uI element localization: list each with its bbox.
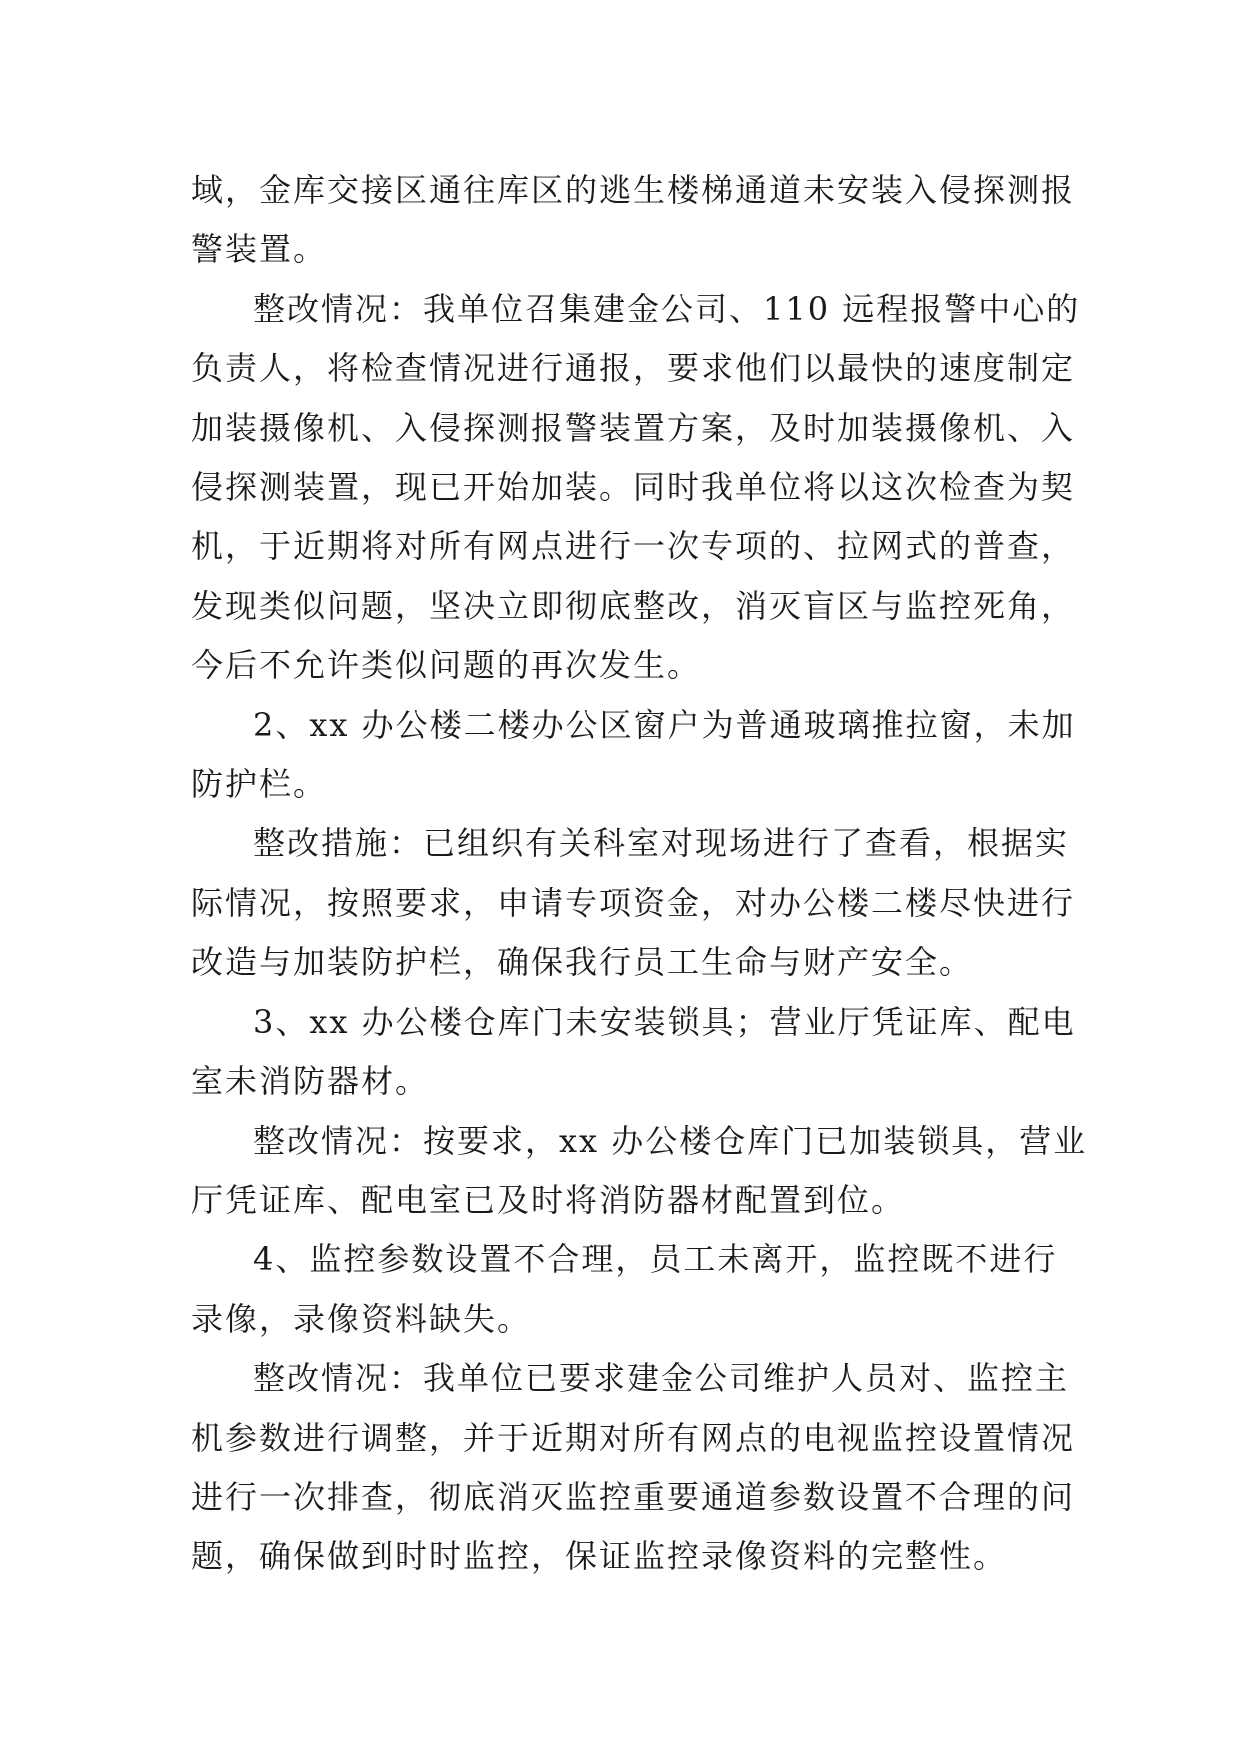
text-line: 4、监控参数设置不合理，员工未离开，监控既不进行 — [253, 1240, 1058, 1279]
text-line: 警装置。 — [191, 230, 328, 269]
text-line: 改造与加装防护栏，确保我行员工生命与财产安全。 — [191, 943, 974, 982]
paragraph — [191, 161, 1076, 280]
paragraph — [191, 993, 1076, 1112]
paragraph — [191, 696, 1076, 815]
text-line: 加装摄像机、入侵探测报警装置方案，及时加装摄像机、入 — [191, 408, 1076, 447]
text-line: 2、xx 办公楼二楼办公区窗户为普通玻璃推拉窗，未加 — [253, 705, 1076, 744]
paragraph — [191, 1230, 1058, 1349]
paragraph — [191, 280, 1081, 696]
document-body — [191, 161, 1088, 1587]
text-line: 整改情况：我单位已要求建金公司维护人员对、监控主 — [253, 1359, 1070, 1398]
text-line: 机参数进行调整，并于近期对所有网点的电视监控设置情况 — [191, 1418, 1076, 1457]
text-line: 室未消防器材。 — [191, 1062, 430, 1101]
text-line: 录像，录像资料缺失。 — [191, 1299, 532, 1338]
text-line: 机，于近期将对所有网点进行一次专项的、拉网式的普查， — [191, 527, 1076, 566]
text-line: 题，确保做到时时监控，保证监控录像资料的完整性。 — [191, 1537, 1008, 1576]
text-line: 整改措施：已组织有关科室对现场进行了查看，根据实 — [253, 824, 1070, 863]
text-line: 域，金库交接区通往库区的逃生楼梯通道未安装入侵探测报 — [191, 171, 1076, 209]
text-line: 际情况，按照要求，申请专项资金，对办公楼二楼尽快进行 — [191, 883, 1076, 922]
text-line: 负责人，将检查情况进行通报，要求他们以最快的速度制定 — [191, 349, 1076, 388]
text-line: 侵探测装置，现已开始加装。同时我单位将以这次检查为契 — [191, 468, 1076, 507]
text-line: 整改情况：按要求，xx 办公楼仓库门已加装锁具，营业 — [253, 1121, 1088, 1160]
text-line: 3、xx 办公楼仓库门未安装锁具；营业厅凭证库、配电 — [253, 1002, 1076, 1041]
paragraph — [191, 814, 1076, 992]
text-line: 今后不允许类似问题的再次发生。 — [191, 646, 702, 685]
text-line: 整改情况：我单位召集建金公司、110 远程报警中心的 — [253, 289, 1081, 328]
paragraph — [191, 1112, 1088, 1231]
text-line: 发现类似问题，坚决立即彻底整改，消灭盲区与监控死角， — [191, 586, 1076, 625]
text-line: 进行一次排查，彻底消灭监控重要通道参数设置不合理的问 — [191, 1477, 1076, 1516]
text-line: 厅凭证库、配电室已及时将消防器材配置到位。 — [191, 1180, 906, 1219]
paragraph — [191, 1349, 1076, 1587]
text-line: 防护栏。 — [191, 765, 328, 804]
